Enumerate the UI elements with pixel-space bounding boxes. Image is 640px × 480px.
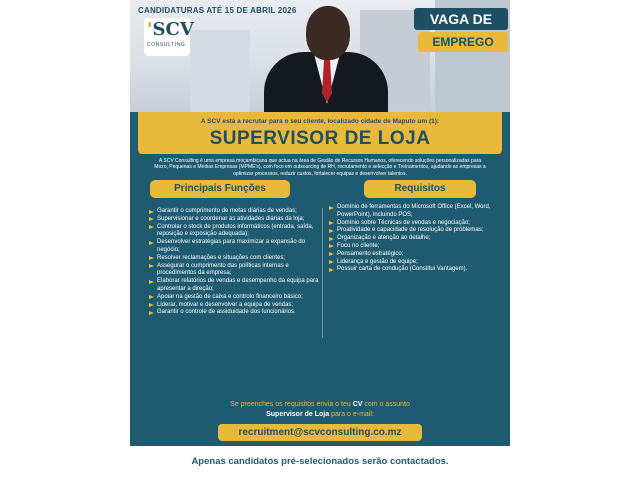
list-item: Domínio de ferramentas do Microsoft Office (Excel, Word, PowerPoint), incluindo POS; <box>328 204 504 220</box>
list-item: Resolver reclamações e situações com clientes; <box>148 255 320 263</box>
list-item: Controlar o stock de produtos informáticos (entrada, saída, reposição e exposição adequada); <box>148 224 320 240</box>
cta-text: com o assunto <box>362 401 410 408</box>
title-banner <box>138 112 502 154</box>
cta-cv: CV <box>352 401 363 408</box>
cta-text: para o e-mail: <box>329 411 374 418</box>
email-link[interactable]: recruitment@scvconsulting.co.mz <box>218 424 422 441</box>
column-divider <box>322 208 323 338</box>
job-title: SUPERVISOR DE LOJA <box>209 128 431 149</box>
recruit-line: A SCV está a recrutar para o seu cliente, localizado cidade de Maputo um (1): <box>200 118 440 125</box>
badge-line-1: VAGA DE <box>414 8 508 30</box>
footer <box>130 446 510 480</box>
logo-swoosh-icon: ' <box>147 19 153 40</box>
logo-subtitle: CONSULTING <box>147 42 186 48</box>
list-item: Supervisionar e coordenar as atividades diárias da loja; <box>148 216 320 224</box>
list-item: Garantir o cumprimento de metas diárias de vendas; <box>148 208 320 216</box>
functions-heading: Principais Funções <box>150 180 290 198</box>
person-head <box>306 6 350 60</box>
list-item: Apoiar na gestão de caixa e controlo financeiro básico; <box>148 294 320 302</box>
requirements-list <box>328 204 504 274</box>
list-item: Possuir carta de condução (Constitui Vantagem). <box>328 266 504 274</box>
main-panel <box>130 112 510 446</box>
job-poster <box>130 0 510 480</box>
requirements-heading: Requisitos <box>364 180 476 198</box>
job-vacancy-badge <box>414 8 508 54</box>
logo-text: SCV <box>152 19 194 40</box>
list-item: Garantir o controle de assiduidade dos funcionários. <box>148 309 320 317</box>
list-item: Elaborar relatórios de vendas e desempenho da equipa para apresentar a direção; <box>148 278 320 294</box>
list-item: Foco no cliente; <box>328 243 504 251</box>
list-item: Domínio sobre Técnicas de vendas e negociação; <box>328 220 504 228</box>
application-deadline: CANDIDATURAS ATÉ 15 DE ABRIL 2026 <box>138 6 297 15</box>
footer-notice: Apenas candidatos pré-selecionados serão contactados. <box>191 456 449 467</box>
cta-text: Se preenches os requisitos envia o teu <box>230 401 353 408</box>
list-item: Pensamento estratégico; <box>328 251 504 259</box>
functions-list <box>148 208 320 317</box>
cta-subject: Supervisor de Loja <box>266 411 330 418</box>
list-item: Liderar, motivar e desenvolver a equipa de vendas; <box>148 302 320 310</box>
company-logo <box>144 18 194 56</box>
list-item: Liderança e gestão de equipe; <box>328 259 504 267</box>
list-item: Desenvolver estratégias para maximizar a expansão do negócio; <box>148 239 320 255</box>
list-item: Assegurar o cumprimento das políticas internas e procedimentos da empresa; <box>148 263 320 279</box>
list-item: Organização e atenção ao detalhe; <box>328 235 504 243</box>
list-item: Proatividade e capacidade de resolução de problemas; <box>328 227 504 235</box>
call-to-action <box>170 400 470 420</box>
logo-mark <box>147 21 194 39</box>
company-intro: A SCV Consulting é uma empresa moçambicana que actua na área de Gestão de Recursos Humanos, oferecendo soluções personalizadas para Micro, Pequenas e Médias Empresas (MPME's), com foco em outsourcing de RH, recrutamento e selecção e Treinamentos, ajudando as empresas a optimizar processos, reduzir custos, fortalecer equipas e desenvolver talentos. <box>154 158 486 177</box>
building-shape <box>190 30 250 112</box>
badge-line-2: EMPREGO <box>418 32 508 52</box>
